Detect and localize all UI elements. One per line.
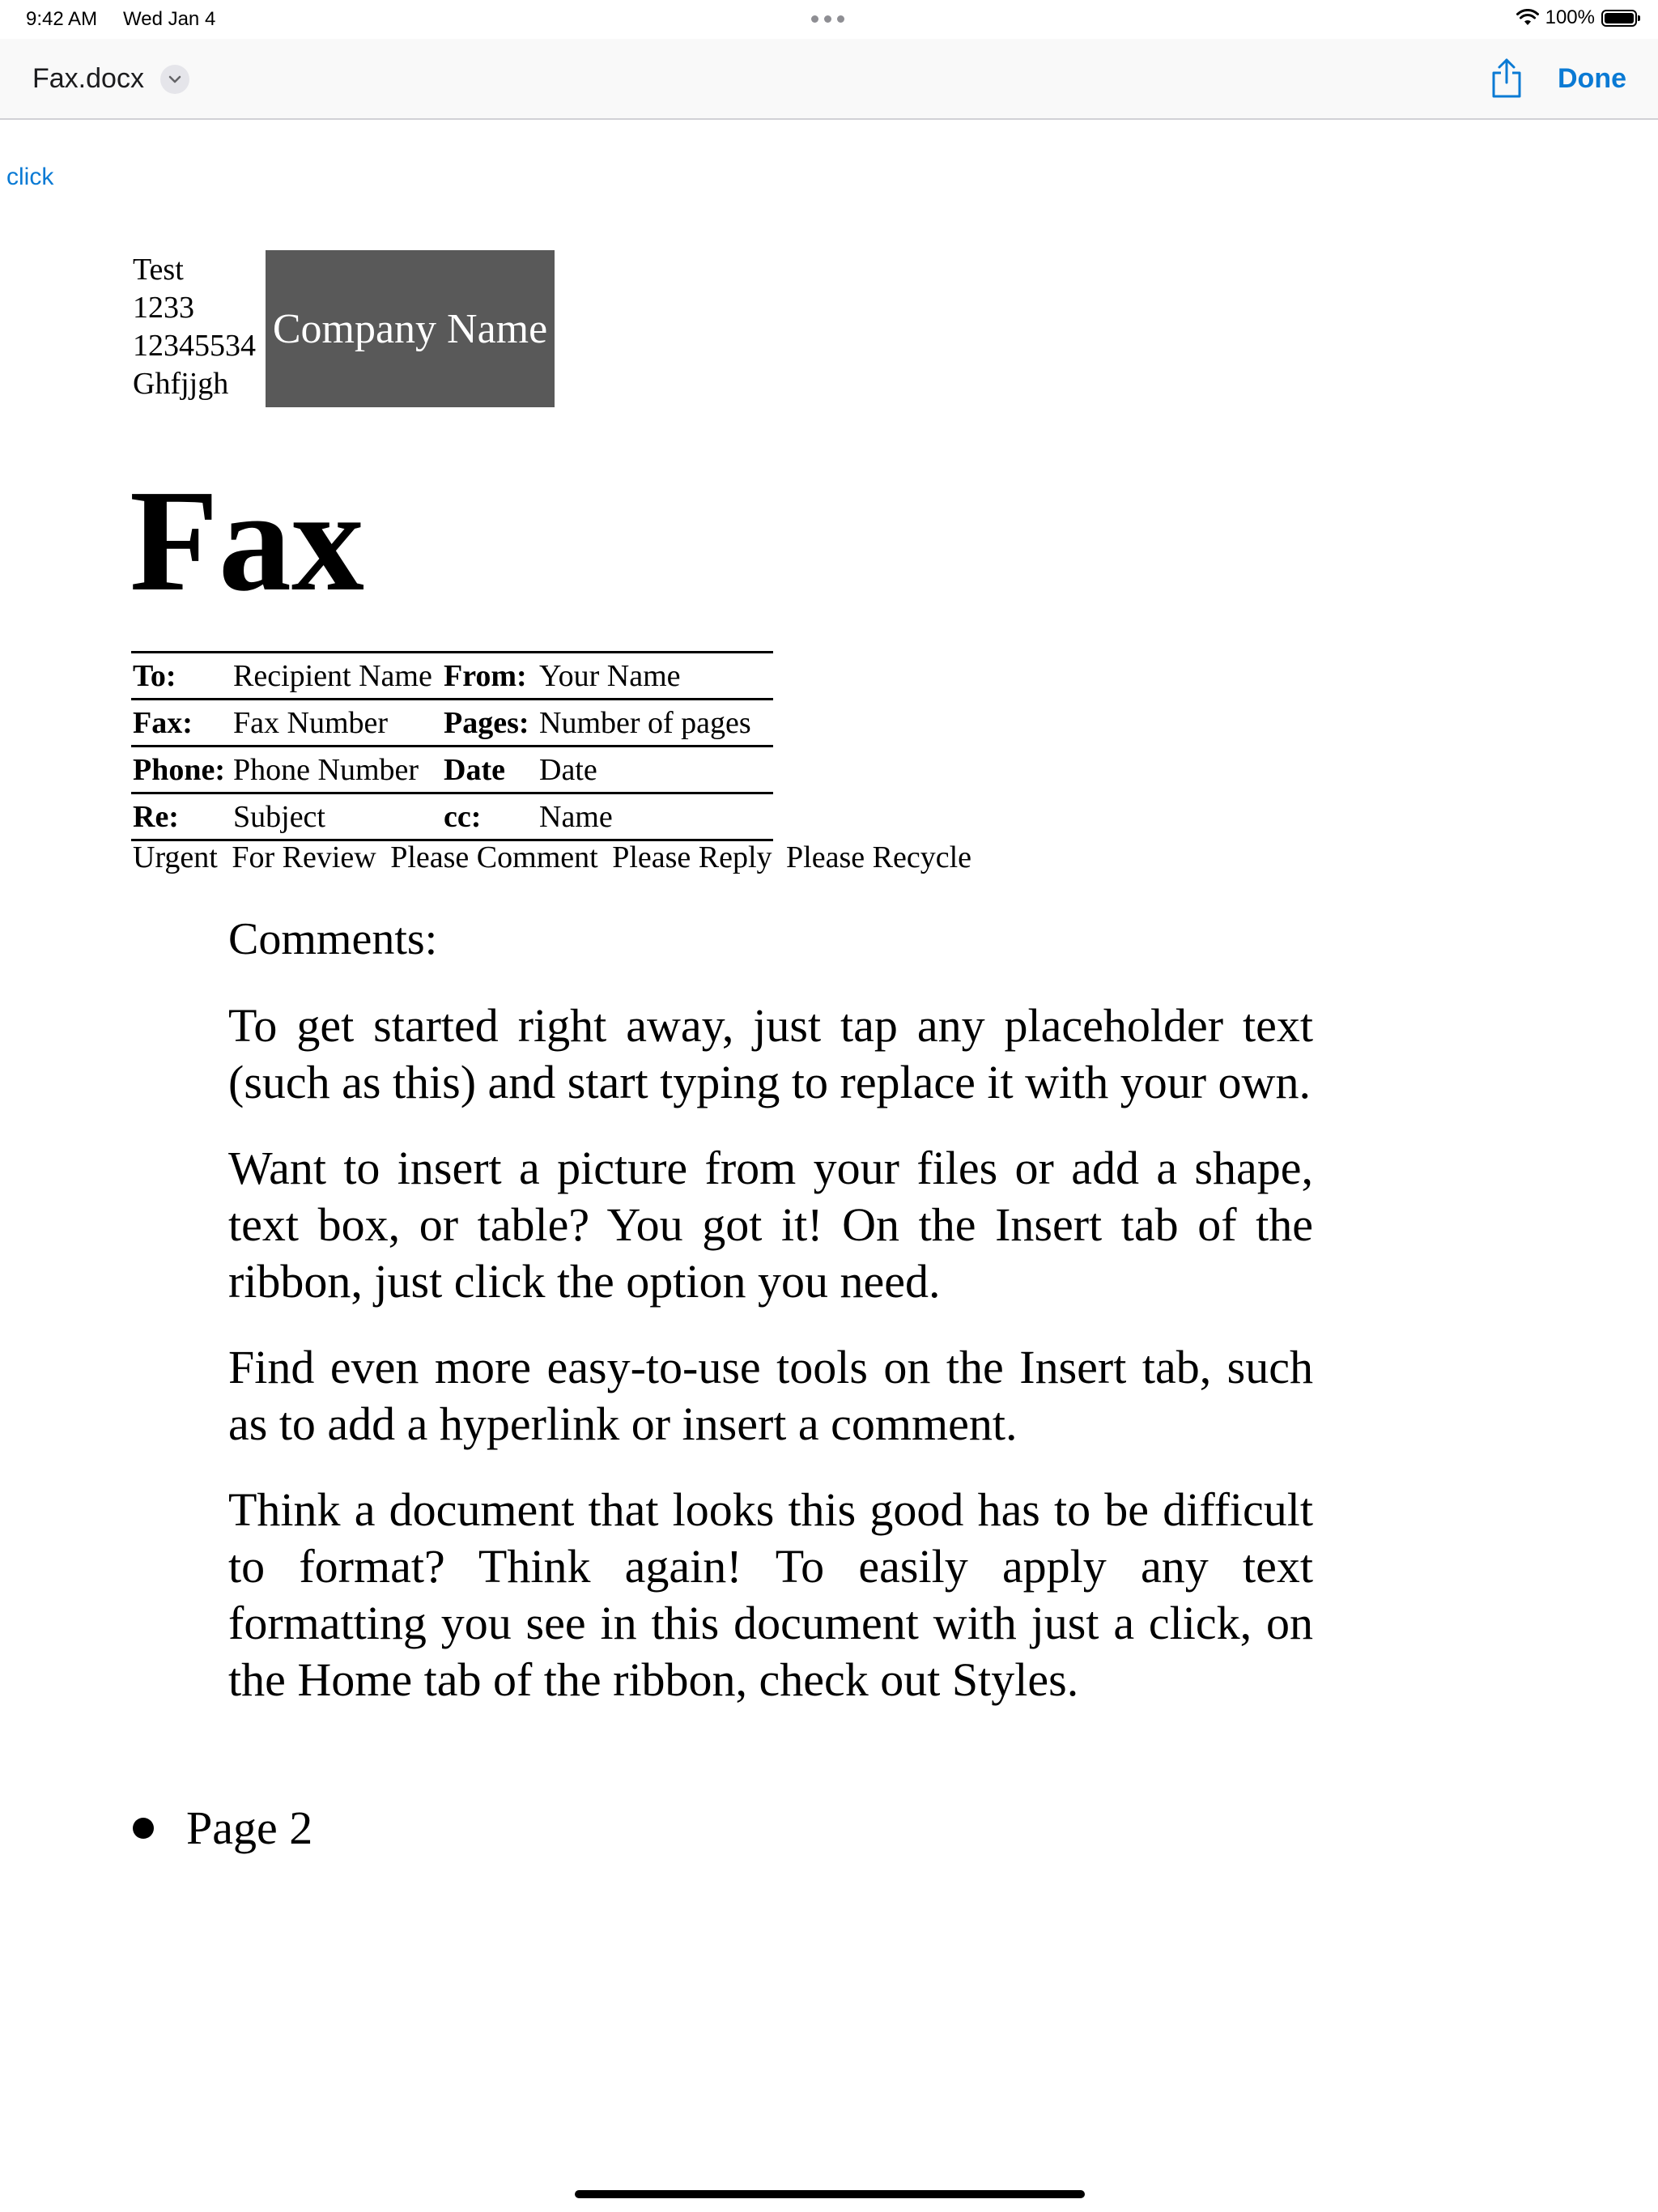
- paragraph: Want to insert a picture from your files or add a shape, text box, or table? You got it! On the Insert tab of the ribbon, just click the option you need.: [228, 1142, 1313, 1308]
- re-label: Re:: [131, 793, 232, 840]
- status-date: Wed Jan 4: [123, 8, 216, 30]
- to-label: To:: [131, 653, 232, 700]
- table-row: [131, 653, 773, 700]
- from-value: Your Name: [538, 653, 773, 700]
- fax-options-line: [133, 840, 978, 875]
- sender-line: 1233: [133, 291, 194, 325]
- status-indicators: [1516, 6, 1637, 29]
- re-value: Subject: [232, 793, 442, 840]
- company-name-box: Company Name: [266, 250, 555, 407]
- done-button[interactable]: Done: [1558, 63, 1626, 94]
- option-urgent: Urgent: [133, 840, 218, 874]
- paragraph: Find even more easy-to-use tools on the Insert tab, such as to add a hyperlink or insert a comment.: [228, 1341, 1313, 1450]
- cc-label: cc:: [442, 793, 538, 840]
- fax-value: Fax Number: [232, 700, 442, 747]
- fax-heading: Fax: [130, 460, 364, 621]
- paragraph: To get started right away, just tap any placeholder text (such as this) and start typing to replace it with your own.: [228, 999, 1313, 1108]
- status-time: 9:42 AM: [26, 8, 98, 30]
- table-row: [131, 793, 773, 840]
- phone-label: Phone:: [131, 747, 232, 793]
- fax-label: Fax:: [131, 700, 232, 747]
- wifi-icon: [1516, 9, 1539, 27]
- status-bar: [0, 0, 1658, 39]
- cc-value: Name: [538, 793, 773, 840]
- paragraph: Think a document that looks this good has to be difficult to format? Think again! To easily apply any text formatting you see in this document with just a click, on the Home tab of the ribbon, check out Styles.: [228, 1483, 1313, 1706]
- sender-info: [133, 251, 256, 403]
- home-indicator[interactable]: [575, 2190, 1085, 2198]
- pages-label: Pages:: [442, 700, 538, 747]
- table-row: [131, 700, 773, 747]
- comments-body: [228, 998, 1313, 1738]
- multitasking-dots-icon[interactable]: [811, 15, 844, 23]
- bullet-text: Page 2: [186, 1802, 313, 1854]
- date-label: Date: [442, 747, 538, 793]
- option-please-reply: Please Reply: [612, 840, 772, 874]
- document-title[interactable]: Fax.docx: [32, 63, 144, 94]
- chevron-down-icon[interactable]: [160, 65, 189, 94]
- battery-percent: 100%: [1545, 6, 1595, 28]
- share-icon[interactable]: [1490, 57, 1524, 99]
- comments-heading: Comments:: [228, 914, 438, 964]
- bullet-icon: [133, 1818, 154, 1839]
- sender-line: Test: [133, 253, 184, 287]
- battery-icon: [1601, 10, 1637, 27]
- date-value: Date: [538, 747, 773, 793]
- option-please-comment: Please Comment: [390, 840, 598, 874]
- title-bar: [0, 39, 1658, 120]
- fax-details-table: [131, 651, 773, 841]
- option-please-recycle: Please Recycle: [786, 840, 971, 874]
- phone-value: Phone Number: [232, 747, 442, 793]
- to-value: Recipient Name: [232, 653, 442, 700]
- sender-line: Ghfjjgh: [133, 367, 229, 401]
- click-link[interactable]: click: [6, 164, 54, 190]
- sender-line: 12345534: [133, 329, 256, 363]
- from-label: From:: [442, 653, 538, 700]
- bullet-list-item: [133, 1801, 312, 1855]
- option-for-review: For Review: [232, 840, 376, 874]
- table-row: [131, 747, 773, 793]
- pages-value: Number of pages: [538, 700, 773, 747]
